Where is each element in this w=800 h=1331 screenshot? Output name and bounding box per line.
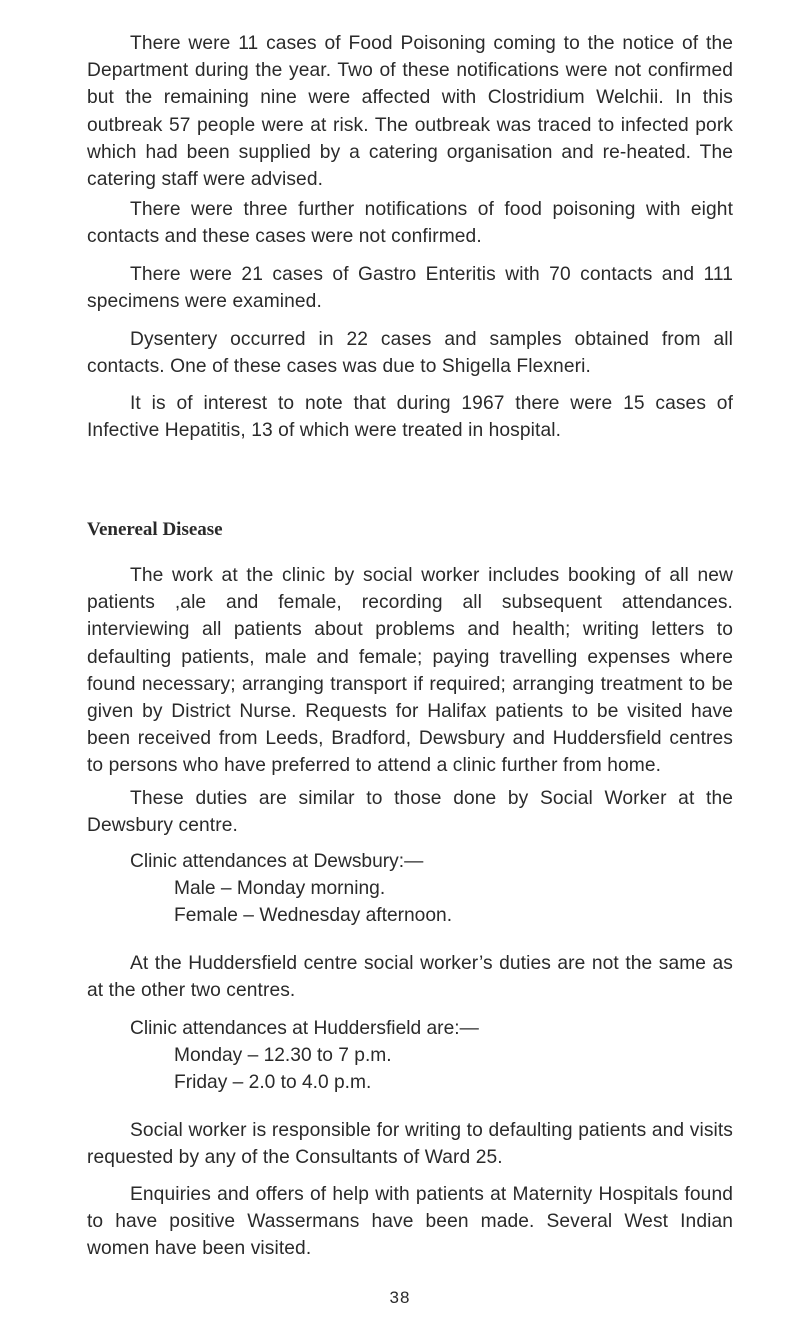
paragraph-gastro-enteritis <box>87 261 733 315</box>
paragraph-text: There were 11 cases of Food Poisoning coming to the notice of the Department during the year. Two of these notifications were not confirmed but the remaining nine were affected with Clostridium Welchii. In this outbreak 57 people were at risk. The outbreak was traced to infected pork which had been supplied by a catering organisation and re-heated. The catering staff were advised. <box>87 33 733 191</box>
paragraph-food-poisoning <box>87 30 733 193</box>
huddersfield-intro: Clinic attendances at Huddersfield are:— <box>130 1018 479 1039</box>
paragraph-hepatitis <box>87 390 733 444</box>
paragraph-further-notifications <box>87 196 733 250</box>
page-number: 38 <box>389 1288 411 1307</box>
paragraph-dysentery <box>87 326 733 380</box>
dewsbury-intro: Clinic attendances at Dewsbury:— <box>130 851 424 872</box>
paragraph-text: Dysentery occurred in 22 cases and samples obtained from all contacts. One of these cases was due to Shigella Flexneri. <box>87 329 733 378</box>
dewsbury-male: Male – Monday morning. <box>174 878 386 900</box>
paragraph-text: There were three further notifications of food poisoning with eight contacts and these cases were not confirmed. <box>87 199 733 248</box>
dewsbury-attendances <box>87 848 733 930</box>
paragraph-text: At the Huddersfield centre social worker’s duties are not the same as at the other two centres. <box>87 953 733 1002</box>
section-heading: Venereal Disease <box>87 519 223 540</box>
dewsbury-female: Female – Wednesday afternoon. <box>174 905 453 927</box>
paragraph-clinic-work <box>87 562 733 780</box>
paragraph-text: Social worker is responsible for writing to defaulting patients and visits requested by any of the Consultants of Ward 25. <box>87 1120 733 1169</box>
paragraph-social-worker-responsibility <box>87 1117 733 1171</box>
paragraph-huddersfield-duties <box>87 950 733 1004</box>
paragraph-text: Enquiries and offers of help with patients at Maternity Hospitals found to have positive Wassermans have been made. Several West Indian women have been visited. <box>87 1184 733 1260</box>
paragraph-dewsbury-duties <box>87 785 733 839</box>
paragraph-text: There were 21 cases of Gastro Enteritis with 70 contacts and 111 specimens were examined. <box>87 264 733 313</box>
paragraph-enquiries <box>87 1181 733 1263</box>
paragraph-text: It is of interest to note that during 1967 there were 15 cases of Infective Hepatitis, 13 of which were treated in hospital. <box>87 393 733 442</box>
paragraph-text: The work at the clinic by social worker includes booking of all new patients ,ale and female, recording all subsequent attendances. interviewing all patients about problems and health; writing letters to defaulting patients, male and female; paying travelling expenses where found necessary; arranging transport if required; arranging treatment to be given by District Nurse. Requests for Halifax patients to be visited have been received from Leeds, Bradford, Dewsbury and Huddersfield centres to persons who have preferred to attend a clinic further from home. <box>87 565 733 777</box>
huddersfield-attendances <box>87 1015 733 1097</box>
huddersfield-friday: Friday – 2.0 to 4.0 p.m. <box>174 1072 372 1094</box>
paragraph-text: These duties are similar to those done by Social Worker at the Dewsbury centre. <box>87 788 733 837</box>
huddersfield-monday: Monday – 12.30 to 7 p.m. <box>174 1045 392 1067</box>
